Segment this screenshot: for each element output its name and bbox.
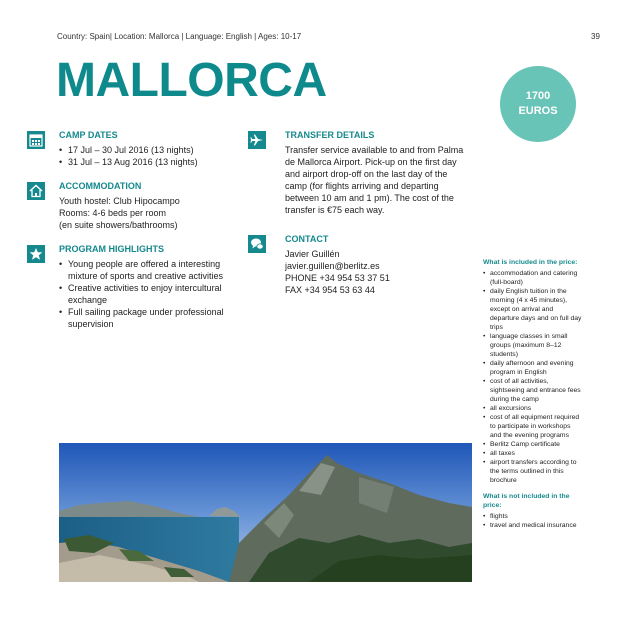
airplane-icon <box>248 131 266 149</box>
not-included-list <box>483 512 583 530</box>
accommodation-line: Rooms: 4-6 beds per room <box>59 208 167 218</box>
contact-section <box>285 233 470 296</box>
star-icon <box>27 245 45 263</box>
included-heading: What is included in the price: <box>483 259 578 266</box>
included-item: • cost of all activities, sightseeing and entrance fees during the camp <box>483 377 583 404</box>
included-item: • daily afternoon and evening program in English <box>483 359 583 377</box>
included-item: • cost of all equipment required to participate in workshops and the evening programs <box>483 413 583 440</box>
contact-title: CONTACT <box>285 234 329 244</box>
accommodation-line: Youth hostel: Club Hipocampo <box>59 196 180 206</box>
not-included-item: • flights <box>483 512 583 521</box>
price-currency: EUROS <box>518 105 558 117</box>
transfer-section <box>285 129 470 216</box>
program-section <box>59 243 245 330</box>
camp-dates-title: CAMP DATES <box>59 130 118 140</box>
program-item: • Young people are offered a interesting mixture of sports and creative activities <box>59 258 245 282</box>
included-item: • all taxes <box>483 449 583 458</box>
program-list <box>59 258 245 330</box>
contact-fax: FAX +34 954 53 63 44 <box>285 285 375 295</box>
included-item: • all excursions <box>483 404 583 413</box>
calendar-icon <box>27 131 45 149</box>
program-item: • Full sailing package under professional supervision <box>59 306 245 330</box>
camp-date-item: • 31 Jul – 13 Aug 2016 (13 nights) <box>59 156 244 168</box>
chat-bubbles-icon <box>248 235 266 253</box>
price-info-sidebar <box>483 258 583 530</box>
camp-dates-list <box>59 144 244 168</box>
not-included-item: • travel and medical insurance <box>483 521 583 530</box>
accommodation-line: (en suite showers/bathrooms) <box>59 220 178 230</box>
contact-phone: PHONE +34 954 53 37 51 <box>285 273 390 283</box>
accommodation-section <box>59 180 244 231</box>
house-icon <box>27 182 45 200</box>
contact-name: Javier Guillén <box>285 249 340 259</box>
not-included-heading: What is not included in the price: <box>483 493 570 509</box>
camp-dates-section <box>59 129 244 168</box>
included-list <box>483 269 583 485</box>
included-item: • airport transfers according to the terms outlined in this brochure <box>483 458 583 485</box>
transfer-text: Transfer service available to and from Palma de Mallorca Airport. Pick-up on the first day and airport drop-off on the last day of the camp (for flights arriving and departing between 10 am and 1 pm). The cost of the transfer is €75 each way. <box>285 145 464 215</box>
page-title: MALLORCA <box>56 54 327 107</box>
contact-email[interactable]: javier.guillen@berlitz.es <box>285 261 380 271</box>
program-title: PROGRAM HIGHLIGHTS <box>59 244 164 254</box>
included-item: • daily English tuition in the morning (4 x 45 minutes), except on arrival and departure days and on full day trips <box>483 287 583 332</box>
transfer-title: TRANSFER DETAILS <box>285 130 375 140</box>
price-amount: 1700 <box>525 90 551 102</box>
header-meta: Country: Spain| Location: Mallorca | Language: English | Ages: 10-17 <box>57 32 302 41</box>
included-item: • Berlitz Camp certificate <box>483 440 583 449</box>
included-item: • language classes in small groups (maximum 8–12 students) <box>483 332 583 359</box>
program-item: • Creative activities to enjoy intercultural exchange <box>59 282 245 306</box>
accommodation-title: ACCOMMODATION <box>59 181 142 191</box>
landscape-photo <box>59 443 472 582</box>
price-badge <box>500 66 576 142</box>
included-item: • accommodation and catering (full-board) <box>483 269 583 287</box>
page-number: 39 <box>591 32 600 41</box>
camp-date-item: • 17 Jul – 30 Jul 2016 (13 nights) <box>59 144 244 156</box>
